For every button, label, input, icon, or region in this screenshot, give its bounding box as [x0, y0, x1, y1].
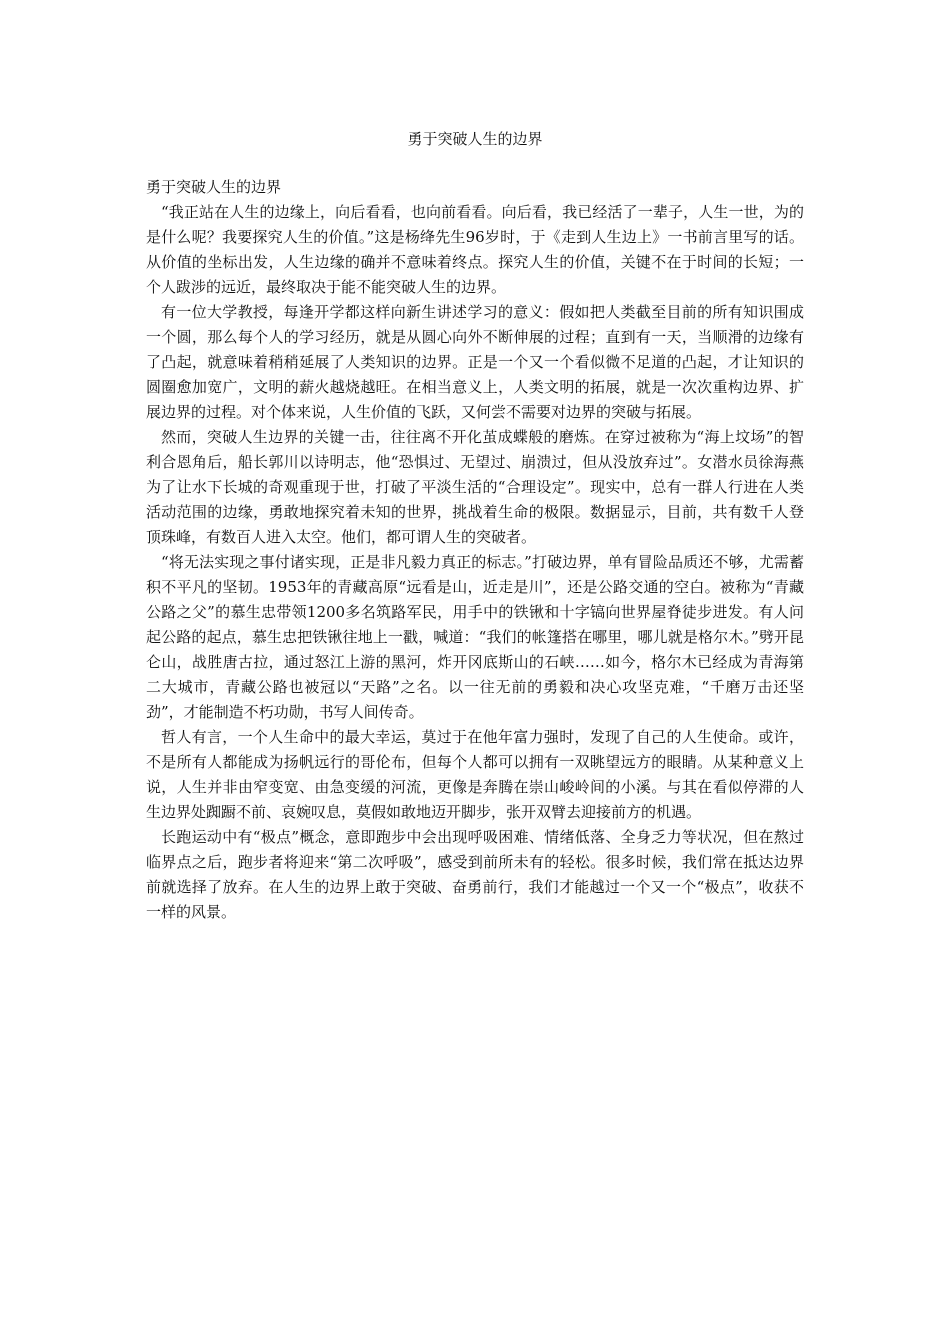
paragraph-2: 有一位大学教授，每逢开学都这样向新生讲述学习的意义：假如把人类截至目前的所有知识围成一个圆，那么每个人的学习经历，就是从圆心向外不断伸展的过程；直到有一天，当顺滑的边缘有了凸起，就意味着稍稍延展了人类知识的边界。正是一个又一个看似微不足道的凸起，才让知识的圆圈愈加宽广，文明的薪火越烧越旺。在相当意义上，人类文明的拓展，就是一次次重构边界、扩展边界的过程。对个体来说，人生价值的飞跃，又何尝不需要对边界的突破与拓展。 — [146, 303, 804, 421]
page-title: 勇于突破人生的边界 — [407, 130, 543, 148]
paragraph-5: 哲人有言，一个人生命中的最大幸运，莫过于在他年富力强时，发现了自己的人生使命。或许，不是所有人都能成为扬帆远行的哥伦布，但每个人都可以拥有一双眺望远方的眼睛。从某种意义上说，人生并非由窄变宽、由急变缓的河流，更像是奔腾在崇山峻岭间的小溪。与其在看似停滞的人生边界处踟蹰不前、哀婉叹息，莫假如敢地迈开脚步，张开双臂去迎接前方的机遇。 — [146, 728, 804, 821]
paragraph-6: 长跑运动中有“极点”概念，意即跑步中会出现呼吸困难、情绪低落、全身乏力等状况，但在熬过临界点之后，跑步者将迎来“第二次呼吸”，感受到前所未有的轻松。很多时候，我们常在抵达边界前就选择了放弃。在人生的边界上敢于突破、奋勇前行，我们才能越过一个又一个“极点”，收获不一样的风景。 — [146, 828, 804, 921]
paragraph-3: 然而，突破人生边界的关键一击，往往离不开化茧成蝶般的磨炼。在穿过被称为“海上坟场”的智利合恩角后，船长郭川以诗明志，他“恐惧过、无望过、崩溃过，但从没放弃过”。女潜水员徐海燕为了让水下长城的奇观重现于世，打破了平淡生活的“合理设定”。现实中，总有一群人行进在人类活动范围的边缘，勇敢地探究着未知的世界，挑战着生命的极限。数据显示，目前，共有数千人登顶珠峰，有数百人进入太空。他们，都可谓人生的突破者。 — [146, 428, 804, 546]
paragraph-4: “将无法实现之事付诸实现，正是非凡毅力真正的标志。”打破边界，单有冒险品质还不够，尤需蓄积不平凡的坚韧。1953年的青藏高原“远看是山，近走是川”，还是公路交通的空白。被称为“青藏公路之父”的慕生忠带领1200多名筑路军民，用手中的铁锹和十字镐向世界屋脊徒步进发。有人问起公路的起点，慕生忠把铁锹往地上一戳，喊道：“我们的帐篷搭在哪里，哪儿就是格尔木。”劈开昆仑山，战胜唐古拉，通过怒江上游的黑河，炸开冈底斯山的石峡……如今，格尔木已经成为青海第二大城市，青藏公路也被冠以“天路”之名。以一往无前的勇毅和决心攻坚克难，“千磨万击还坚劲”，才能制造不朽功勋，书写人间传奇。 — [146, 553, 804, 721]
paragraph-1: “我正站在人生的边缘上，向后看看，也向前看看。向后看，我已经活了一辈子，人生一世，为的是什么呢？我要探究人生的价值。”这是杨绛先生96岁时，于《走到人生边上》一书前言里写的话。从价值的坐标出发，人生边缘的确并不意味着终点。探究人生的价值，关键不在于时间的长短；一个人跋涉的远近，最终取决于能不能突破人生的边界。 — [146, 203, 804, 296]
article-subtitle: 勇于突破人生的边界 — [146, 178, 282, 196]
article-body — [146, 175, 804, 925]
